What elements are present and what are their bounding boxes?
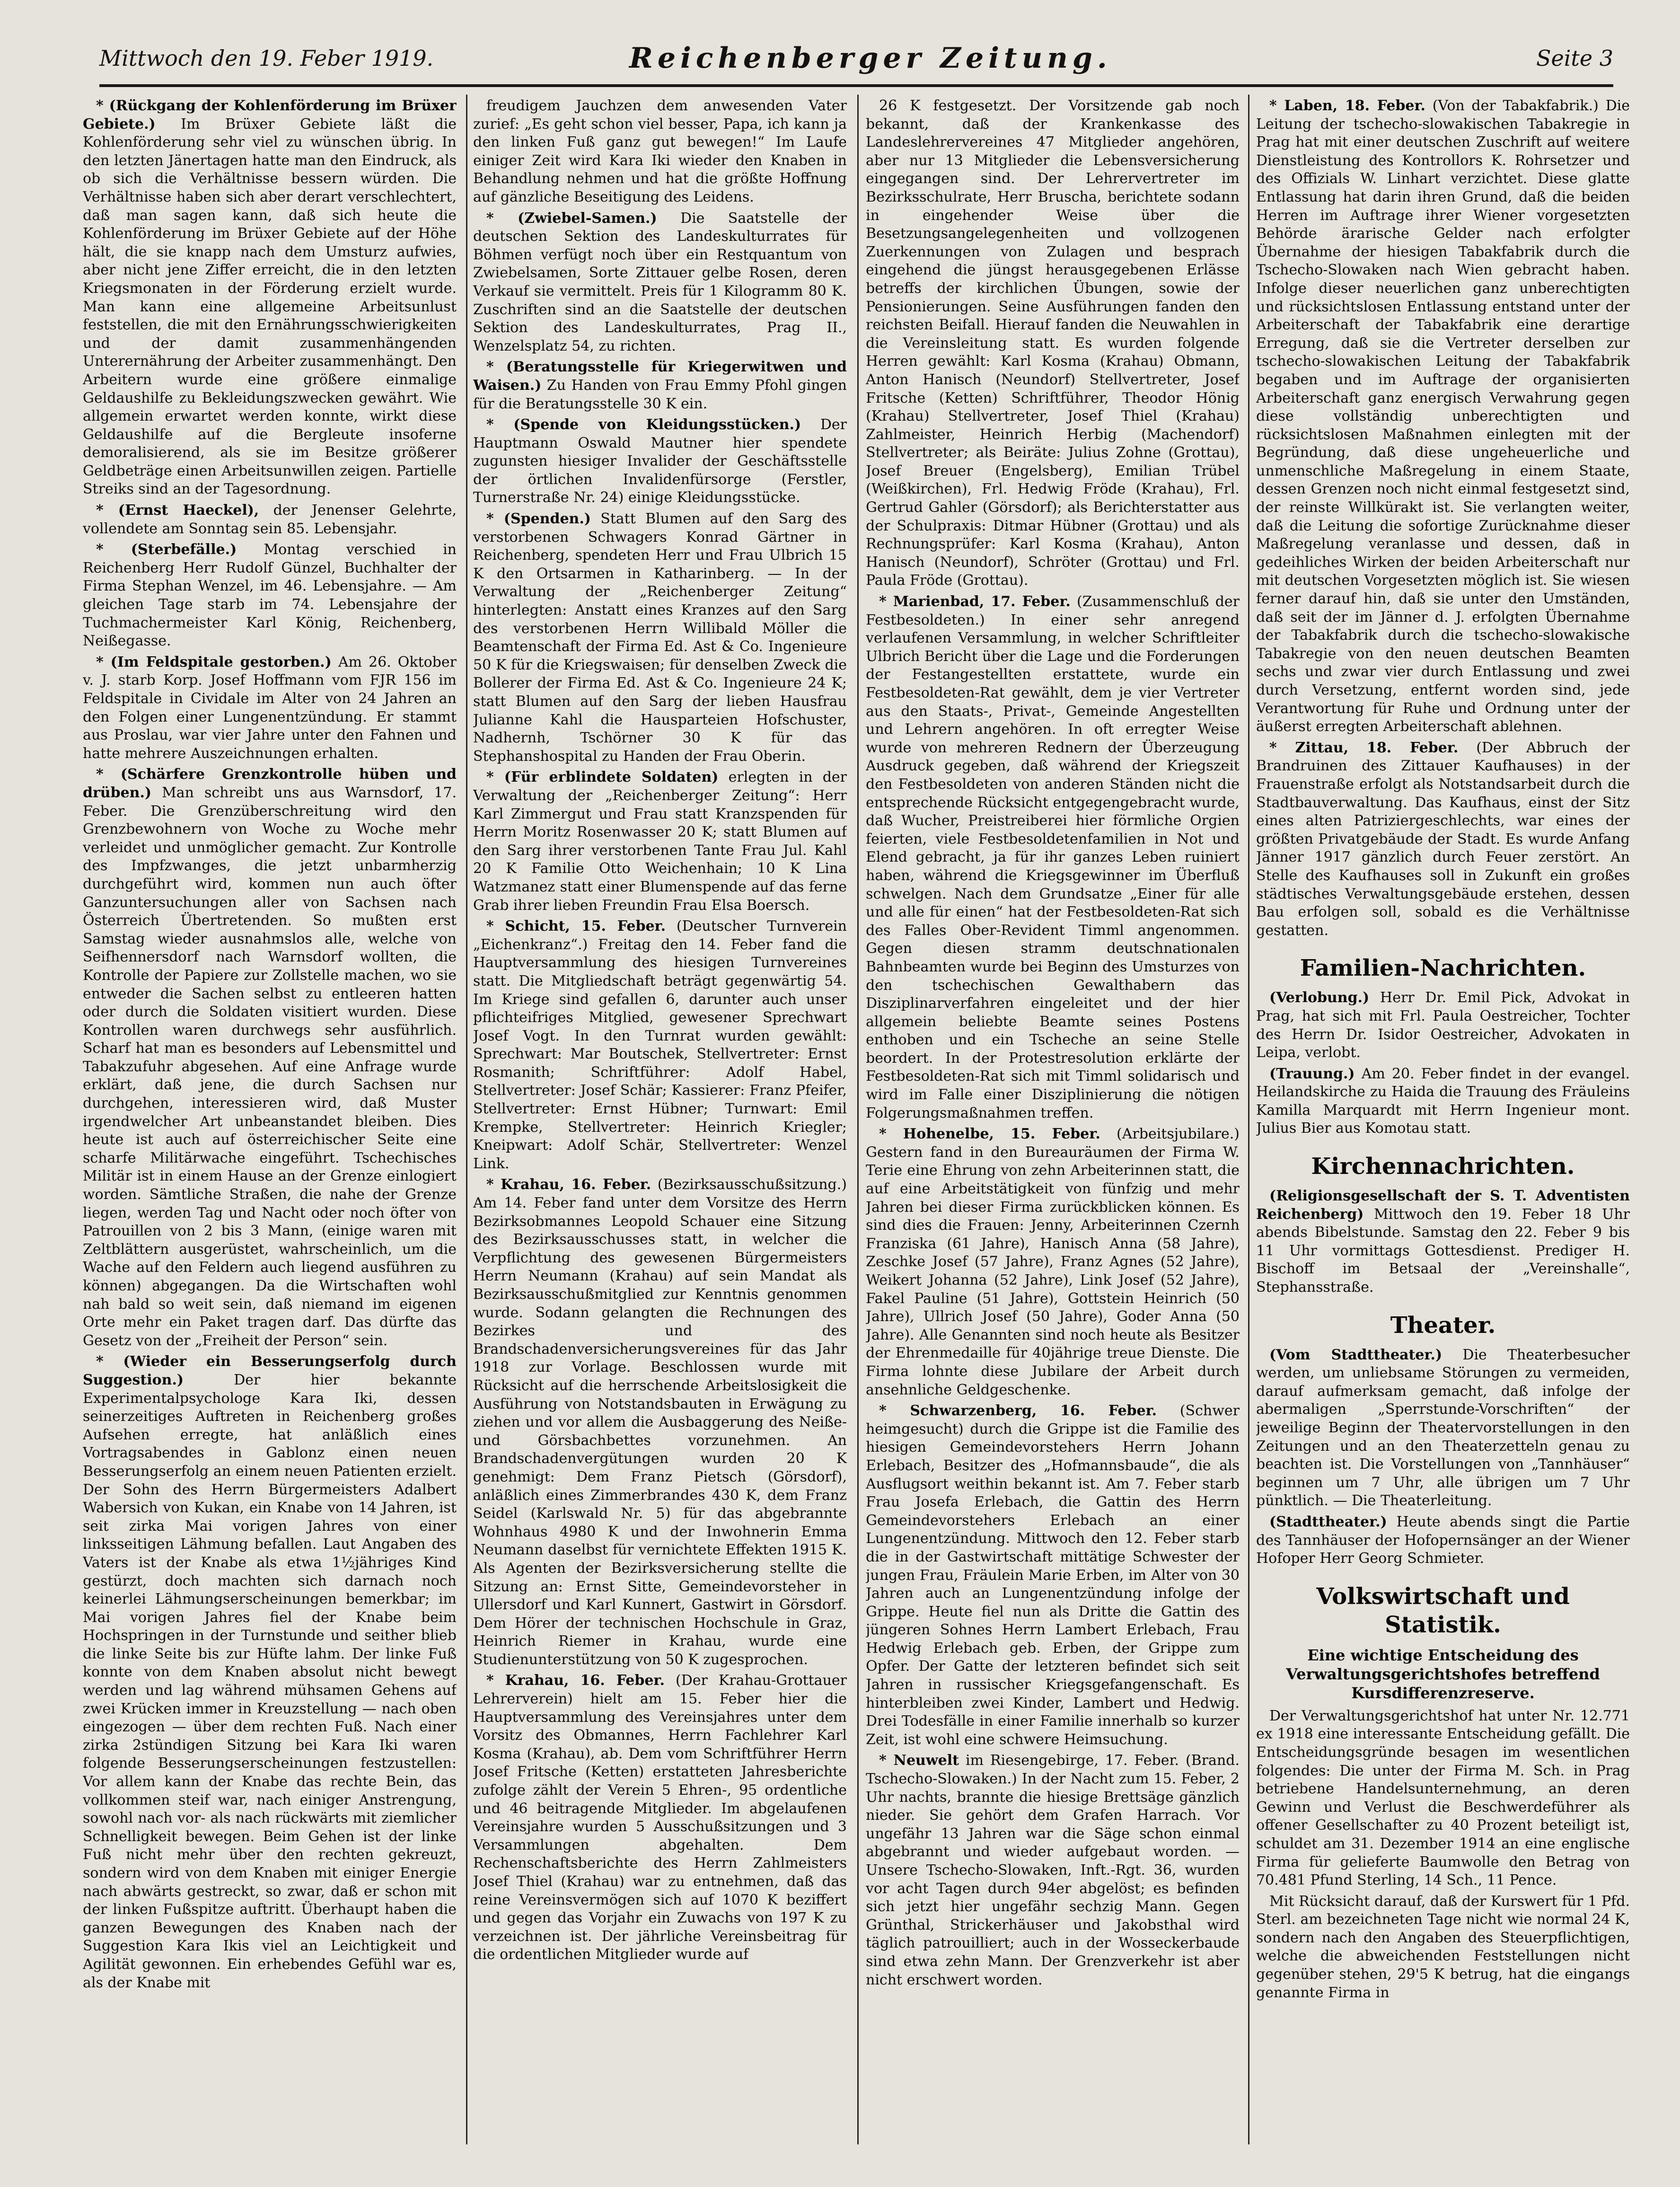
- article-text: Die Saatstelle der deutschen Sektion des Landeskulturrates für Böhmen verfügt noch über ein Restquantum von Zwiebelsamen, Sorte Zittauer gelbe Rosen, deren Verkauf sie vermittelt. Preis für 1 Kilogramm 80 K. Zuschriften sind an die Saatstelle der deutschen Sektion des Landeskulturrates, Prag II., Wenzelsplatz 54, zu richten.: [473, 210, 847, 354]
- article-paragraph: [866, 1752, 1240, 1989]
- article-lead: (Vom Stadttheater.): [1269, 1346, 1443, 1363]
- article-text: freudigem Jauchzen dem anwesenden Vater zurief: „Es geht schon viel besser, Papa, ich kann ja den linken Fuß ganz gut bewegen!“ Im Laufe einiger Zeit wird Kara Iki wieder den Knaben in Behandlung nehmen und hat die größte Hoffnung auf gänzliche Beseitigung des Leidens.: [473, 97, 847, 205]
- article-paragraph: [866, 1402, 1240, 1749]
- article-paragraph: [473, 97, 847, 207]
- article-lead: * (Spenden.): [486, 511, 591, 528]
- article-lead: (Verlobung.): [1269, 989, 1370, 1006]
- article-paragraph: [473, 917, 847, 1173]
- article-lead: * Zittau, 18. Feber.: [1269, 739, 1459, 756]
- article-paragraph: [1256, 1707, 1630, 1890]
- column-2: [473, 97, 847, 2132]
- article-lead: * (Zwiebel-Samen.): [486, 210, 657, 227]
- article-paragraph: [473, 210, 847, 356]
- article-lead: * Krahau, 16. Feber.: [486, 1672, 665, 1689]
- article-paragraph: [473, 1176, 847, 1669]
- page-header: [99, 37, 1613, 87]
- article-text: (Bezirksausschußsitzung.) Am 14. Feber fand unter dem Vorsitze des Herrn Bezirksobmannes Leopold Schauer eine Sitzung des Bezirksausschusses statt, in welcher die Verpflichtung des gewesenen Bürgermeisters Herrn Neumann (Krahau) auf sein Mandat als Bezirksausschußmitglied zur Kenntnis genommen wurde. Sodann gelangten die Rechnungen des Bezirkes und des Brandschadenversicherungsvereines für das Jahr 1918 zur Vorlage. Beschlossen wurde mit Rücksicht auf die herrschende Arbeitslosigkeit die Ausführung von Notstandsbauten in Erwägung zu ziehen und vor allem die Ausbaggerung des Neiße- und Görsbachbettes vorzunehmen. An Brandschadenvergütungen wurden 20 K genehmigt: Dem Franz Pietsch (Görsdorf), anläßlich eines Zimmerbrandes 430 K, dem Franz Seidel (Karlswald Nr. 5) für das abgebrannte Wohnhaus 4980 K und der Inwohnerin Emma Neumann daselbst für vernichtete Effekten 1915 K. Als Agenten der Bezirksversicherung stellte die Sitzung an: Ernst Sitte, Gemeindevorsteher in Ullersdorf und Karl Kunnert, Gastwirt in Görsdorf. Dem Hörer der technischen Hochschule in Graz, Heinrich Riemer in Krahau, wurde eine Studienunterstützung von 50 K zugesprochen.: [473, 1176, 847, 1668]
- article-paragraph: [473, 768, 847, 915]
- article-text: Mit Rücksicht darauf, daß der Kurswert für 1 Pfd. Sterl. am bezeichneten Tage nicht wie normal 24 K, sondern nach den Angaben des Steuerpflichtigen, welche die abweichenden Feststellungen nicht gegenüber stehen, 29'5 K betrug, hat die eingangs genannte Firma in: [1256, 1893, 1630, 2001]
- article-paragraph: [83, 1353, 457, 1992]
- section-heading: Kirchennachrichten.: [1311, 1153, 1575, 1180]
- article-text: (Deutscher Turnverein „Eichenkranz“.) Freitag den 14. Feber fand die Hauptversammlung des hiesigen Turnvereines statt. Die Mitgliedschaft beträgt gegenwärtig 54. Im Kriege sind gefallen 6, darunter auch unser pflichteifriges Mitglied, gewesener Sprechwart Josef Vogt. In den Turnrat wurden gewählt: Sprechwart: Mar Boutschek, Stellvertreter: Ernst Rosmanith; Schriftführer: Adolf Habel, Stellvertreter: Josef Schär; Kassierer: Franz Pfeifer, Stellvertreter: Ernst Hübner; Turnwart: Emil Krempke, Stellvertreter: Heinrich Kriegler; Kneipwart: Adolf Schär, Stellvertreter: Wenzel Link.: [473, 918, 847, 1172]
- article-text: (Der Krahau-Grottauer Lehrerverein) hielt am 15. Feber hier die Hauptversammlung des Vereinsjahres unter dem Vorsitz des Obmannes, Herrn Fachlehrer Karl Kosma (Krahau), ab. Dem vom Schriftführer Herrn Josef Fritsche (Ketten) erstatteten Jahresberichte zufolge zählt der Verein 5 Ehren-, 95 ordentliche und 46 beitragende Mitglieder. Im abgelaufenen Vereinsjahre wurden 5 Ausschußsitzungen und 3 Versammlungen abgehalten. Dem Rechenschaftsberichte des Herrn Zahlmeisters Josef Thiel (Krahau) war zu entnehmen, daß das reine Vereinsvermögen sich auf 1070 K beziffert und gegen das Vorjahr ein Zuwachs von 197 K zu verzeichnen ist. Der jährliche Vereinsbeitrag für die ordentlichen Mitglieder wurde auf: [473, 1672, 847, 1963]
- article-text: Am 20. Feber findet in der evangel. Heilandskirche zu Haida die Trauung des Fräuleins Kamilla Marquardt mit Herrn Ingenieur mont. Julius Bier aus Komotau statt.: [1256, 1065, 1630, 1137]
- article-text: erlegten in der Verwaltung der „Reichenberger Zeitung“: Herr Karl Zimmergut und Frau statt Kranzspenden für Herrn Moritz Rosenwasser 20 K; statt Blumen auf den Sarg ihrer verstorbenen Tante Frau Jul. Kahl 20 K Familie Otto Weichenhain; 10 K Lina Watzmanez statt einer Blumenspende auf das ferne Grab ihrer lieben Freundin Frau Elsa Boersch.: [473, 769, 847, 914]
- article-headline: Eine wichtige Entscheidung des Verwaltungsgerichtshofes betreffend Kursdifferenzreserve.: [1286, 1646, 1600, 1702]
- article-text: Der hier bekannte Experimentalpsychologe Kara Iki, dessen seinerzeitiges Auftreten in Reichenberg großes Aufsehen erregte, hat anläßlich eines Vortragsabendes in Gablonz einen neuen Besserungserfolg an einem neuen Patienten erzielt. Der Sohn des Herrn Bürgermeisters Adalbert Wabersich von Kukan, ein Knabe von 14 Jahren, ist seit zirka Mai vorigen Jahres von einer linksseitigen Lähmung befallen. Laut Angaben des Vaters ist der Knabe als etwa 1½jähriges Kind gestürzt, doch machten sich darnach noch keinerlei Lähmungserscheinungen bemerkbar; im Mai vorigen Jahres fiel der Knabe beim Hochspringen in der Turnstunde und seither blieb die linke Seite bis zur Hüfte lahm. Der linke Fuß konnte von dem Knaben absolut nicht bewegt werden und lag während mühsamen Gehens auf zwei Krücken immer in Kreuzstellung — nach oben eingezogen — über dem rechten Fuß. Nach einer zirka 2stündigen Sitzung bei Kara Iki waren folgende Besserungserscheinungen festzustellen: Vor allem kann der Knabe das rechte Bein, das vollkommen steif war, nach einiger Anstrengung, sowohl nach vor- als nach rückwärts mit ziemlicher Schnelligkeit bewegen. Beim Gehen ist der linke Fuß nicht mehr über den rechten gekreuzt, sondern wird von dem Knaben mit einiger Energie nach abwärts gestreckt, so zwar, daß er schon mit der linken Fußspitze auftritt. Überhaupt haben die ganzen Bewegungen des Knaben nach der Suggestion Kara Ikis viel an Leichtigkeit und Agilität gewonnen. Ein erhebendes Gefühl war es, als der Knabe mit: [83, 1371, 457, 1991]
- column-rule: [857, 95, 859, 2144]
- section-heading: Familien-Nachrichten.: [1300, 955, 1586, 982]
- article-lead: (Religionsgesellschaft der S. T. Adventisten Reichenberg): [1256, 1188, 1630, 1223]
- article-paragraph: [83, 541, 457, 651]
- article-text: Man schreibt uns aus Warnsdorf, 17. Feber. Die Grenzüberschreitung wird den Grenzbewohnern von Woche zu Woche mehr verleidet und unmöglicher gemacht. Zur Kontrolle des Impfzwanges, die jetzt unbarmherzig durchgeführt wird, kommen nun auch öfter Ganzuntersuchungen aller von Sachsen nach Österreich Übertretenden. So mußten erst Samstag wieder ausnahmslos alle, welche von Seifhennersdorf nach Warnsdorf wollten, die Kontrolle der Papiere zur Zollstelle machen, wo sie entweder die Sachen selbst zu entleeren hatten oder durch die Soldaten visitiert wurden. Diese Kontrollen waren durchwegs sehr ausführlich. Scharf hat man es besonders auf Lebensmittel und Tabakzufuhr abgesehen. Auf eine Anfrage wurde erklärt, daß jene, die durch Sachsen nur durchgehen, interessieren wird, daß Muster irgendwelcher Art unbeanstandet bleiben. Dies heute ist auch auf österreichischer Seite eine scharfe Militärwache eingeführt. Tschechisches Militär ist in einem Hause an der Grenze einlogiert worden. Sämtliche Straßen, die nahe der Grenze liegen, werden Tag und Nacht oder noch öfter von Patrouillen von 2 bis 3 Mann, (einige waren mit Zeltblättern ausgerüstet, wahrscheinlich, um die Wache auf den Feldern auch liegend ausführen zu können) abgegangen. Da die Wirtschaften wohl nah bald so weit sein, daß niemand im eigenen Orte mehr ein Paket tragen darf. Das dürfte das Gesetz von der „Freiheit der Person“ sein.: [83, 784, 457, 1349]
- article-paragraph: [1256, 1346, 1630, 1510]
- article-paragraph: [473, 1672, 847, 1964]
- article-text: Heute abends singt die Partie des Tannhäuser der Hofopernsänger an der Wiener Hofoper Herr Georg Schmieter.: [1256, 1513, 1630, 1567]
- article-lead: * (Spende von Kleidungsstücken.): [486, 416, 801, 433]
- article-paragraph: [1256, 1513, 1630, 1568]
- article-lead: * Neuwelt: [879, 1752, 959, 1769]
- article-paragraph: [83, 653, 457, 763]
- article-paragraph: [1256, 97, 1630, 736]
- article-lead: * (Wieder ein Besserungserfolg durch Suggestion.): [83, 1353, 457, 1388]
- article-paragraph: [866, 593, 1240, 1122]
- article-paragraph: [866, 1125, 1240, 1399]
- article-lead: * (Sterbefälle.): [96, 541, 237, 558]
- article-lead: (Stadttheater.): [1269, 1513, 1387, 1530]
- article-paragraph: [866, 97, 1240, 590]
- article-text: Am 26. Oktober v. J. starb Korp. Josef Hoffmann vom FJR 156 im Feldspitale in Cividale im Alter von 24 Jahren an den Folgen einer Lungenentzündung. Er stammt aus Proslau, war vier Jahre unter den Fahnen und hatte mehrere Auszeichnungen erhalten.: [83, 653, 457, 762]
- column-4: [1256, 97, 1630, 2132]
- article-lead: * (Ernst Haeckel),: [96, 502, 259, 519]
- article-lead: * (Beratungsstelle für Kriegerwitwen und Waisen.): [473, 359, 847, 394]
- article-lead: * Krahau, 16. Feber.: [486, 1176, 651, 1193]
- article-lead: * Marienbad, 17. Feber.: [879, 593, 1071, 610]
- article-paragraph: [1256, 989, 1630, 1062]
- article-lead: * (Für erblindete Soldaten): [486, 769, 719, 786]
- article-lead: * Schicht, 15. Feber.: [486, 918, 666, 935]
- article-paragraph: [83, 97, 457, 499]
- article-lead: (Trauung.): [1269, 1065, 1355, 1082]
- article-text: Die Theaterbesucher werden, um unliebsame Störungen zu vermeiden, darauf aufmerksam gemacht, daß infolge der abermaligen „Sperrstunde-Vorschriften“ der jeweilige Beginn der Theatervorstellungen in den Zeitungen und an den Theaterzetteln genau zu beachten ist. Die Vorstellungen von „Tannhäuser“ beginnen um 7 Uhr, alle übrigen um 7 Uhr pünktlich. — Die Theaterleitung.: [1256, 1346, 1630, 1509]
- article-paragraph: [83, 502, 457, 538]
- article-text: (Arbeitsjubilare.) Gestern fand in den Bureauräumen der Firma W. Terie eine Ehrung von zehn Arbeiterinnen statt, die auf eine Arbeitstätigkeit von fünfzig und mehr Jahren bei dieser Firma zurückblicken können. Es sind dies die Frauen: Jenny, Arbeiterinnen Czernh Franziska (61 Jahre), Hanisch Anna (58 Jahre), Zeschke Josef (57 Jahre), Franz Agnes (52 Jahre), Weikert Johanna (52 Jahre), Link Josef (52 Jahre), Fakel Pauline (51 Jahre), Gottstein Heinrich (50 Jahre), Ullrich Josef (50 Jahre), Goder Anna (50 Jahre). Alle Genannten sind noch heute als Besitzer der Ehrenmedaille für 40jährige treue Dienste. Die Firma lohnte diese Jubilare der Arbeit durch ansehnliche Geldgeschenke.: [866, 1126, 1240, 1398]
- newspaper-title: Reichenberger Zeitung.: [629, 42, 1112, 75]
- article-text: (Der Abbruch der Brandruinen des Zittauer Kaufhauses) in der Frauenstraße erfolgt als Notstandsarbeit durch die Stadtbauverwaltung. Das Kaufhaus, einst der Sitz eines alten Patriziergeschlechts, war eines der größten Privatgebäude der Stadt. Es wurde Anfang Jänner 1917 gänzlich durch Feuer zerstört. An Stelle des Kaufhauses soll in Zukunft ein großes städtisches Verwaltungsgebäude erstehen, dessen Bau erfolgen soll, sobald es die Verhältnisse gestatten.: [1256, 739, 1630, 939]
- column-rule: [1248, 95, 1249, 2144]
- article-text: Statt Blumen auf den Sarg des verstorbenen Schwagers Konrad Gärtner in Reichenberg, spendeten Herr und Frau Ulbrich 15 K den Ortsarmen in Katharinberg. — In der Verwaltung der „Reichenberger Zeitung“ hinterlegten: Anstatt eines Kranzes auf den Sarg des verstorbenen Herrn Willibald Möller die Beamtenschaft der Firma Ed. Ast & Co. Ingenieure 50 K für die Kriegswaisen; für denselben Zweck die Bollerer der Firma Ed. Ast & Co. Ingenieure 24 K; statt Blumen auf den Sarg der lieben Hausfrau Julianne Kahl die Hausparteien Hofschuster, Nadhernh, Tschörner 30 K für das Stephanshospital zu Handen der Frau Oberin.: [473, 511, 847, 765]
- article-text: Der Verwaltungsgerichtshof hat unter Nr. 12.771 ex 1918 eine interessante Entscheidung gefällt. Die Entscheidungsgründe besagen im wesentlichen folgendes: Die unter der Firma M. Sch. in Prag betriebene Handelsunternehmung, an deren Gewinn und Verlust die Beschwerdeführer als offener Gesellschafter zu 40 Prozent beteiligt ist, schuldet am 31. Dezember 1914 an eine englische Firma für gelieferte Baumwolle den Betrag von 70.481 Pfund Sterling, 14 Sch., 11 Pence.: [1256, 1707, 1630, 1889]
- article-lead: * (Im Feldspitale gestorben.): [96, 653, 332, 670]
- section-heading: Theater.: [1390, 1312, 1496, 1339]
- article-paragraph: [1256, 739, 1630, 940]
- article-text: im Riesengebirge, 17. Feber. (Brand. Tschecho-Slowaken.) In der Nacht zum 15. Feber, 2 Uhr nachts, brannte die hiesige Brettsäge gänzlich nieder. Sie gehört dem Grafen Harrach. Vor ungefähr 13 Jahren war die Säge schon einmal abgebrannt und wieder aufgebaut worden. — Unsere Tschecho-Slowaken, Inft.-Rgt. 36, wurden vor acht Tagen durch 94er abgelöst; es befinden sich jetzt hier ungefähr sechzig Mann. Gegen Grünthal, Strickerhäuser und Jakobsthal wird täglich patrouilliert; auch in der Wosseckerbaude sind etwa zehn Mann. Der Grenzverkehr ist aber nicht erschwert worden.: [866, 1752, 1240, 1988]
- article-paragraph: [473, 416, 847, 507]
- article-text: Der Hauptmann Oswald Mautner hier spendete zugunsten hiesiger Invalider der Geschäftsstelle der örtlichen Invalidenfürsorge (Ferstler, Turnerstraße Nr. 24) einige Kleidungsstücke.: [473, 416, 847, 506]
- article-text: (Zusammenschluß der Festbesoldeten.) In einer sehr anregend verlaufenen Versammlung, in welcher Schriftleiter Ulbrich Bericht über die Lage und die Forderungen der Festangestellten erstattete, wurde ein Festbesoldeten-Rat gewählt, dem je vier Vertreter aus den Staats-, Privat-, Gemeinde Angestellten und Lehrern angehören. In oft erregter Weise wurde von mehreren Rednern der Überzeugung Ausdruck gegeben, daß während der Kriegszeit den Festbesoldeten von anderen Ständen nicht die entsprechende Rücksicht entgegengebracht wurde, daß Wucher, Preistreiberei hier förmliche Orgien feierten, viele Festbesoldetenfamilien in Not und Elend gebracht, ja für ihr ganzes Leben ruiniert haben, während die Kriegsgewinner im Überfluß schwelgen. Nach dem Grundsatze „Einer für alle und alle für einen“ hat der Festbesoldeten-Rat sich des Falles Ober-Revident Timml angenommen. Gegen diesen stramm deutschnationalen Bahnbeamten wurde bei Beginn des Umsturzes von den tschechischen Gewalthabern das Disziplinarverfahren eingeleitet und der hier allgemein beliebte Beamte seines Postens enthoben und ein Tscheche an seine Stelle beordert. In der Protestresolution erklärte der Festbesoldeten-Rat sich mit Timml solidarisch und wird im Falle einer Disziplinierung die nötigen Folgerungsmaßnahmen treffen.: [866, 593, 1240, 1121]
- page-number: Seite 3: [1536, 45, 1613, 71]
- article-text: Montag verschied in Reichenberg Herr Rudolf Günzel, Buchhalter der Firma Stephan Wenzel, im 46. Lebensjahre. — Am gleichen Tage starb im 74. Lebensjahre der Tuchmachermeister Karl König, Reichenberg, Neißegasse.: [83, 541, 457, 650]
- column-3: [866, 97, 1240, 2132]
- article-paragraph: [1256, 1065, 1630, 1138]
- article-lead: * (Rückgang der Kohlenförderung im Brüxer Gebiete.): [83, 97, 457, 132]
- article-lead: * Hohenelbe, 15. Feber.: [879, 1126, 1100, 1143]
- article-text: Zu Handen von Frau Emmy Pfohl gingen für die Beratungsstelle 30 K ein.: [473, 377, 847, 412]
- article-paragraph: [1256, 1893, 1630, 2002]
- article-text: Herr Dr. Emil Pick, Advokat in Prag, hat sich mit Frl. Paula Oestreicher, Tochter des Herrn Dr. Isidor Oestreicher, Advokaten in Leipa, verlobt.: [1256, 989, 1630, 1061]
- article-text: Im Brüxer Gebiete läßt die Kohlenförderung sehr viel zu wünschen übrig. In den letzten Jänertagen hatte man den Eindruck, als ob sich die Verhältnisse bessern würden. Die Verhältnisse haben sich aber derart verschlechtert, daß man sagen kann, daß sich heute die Kohlenförderung im Brüxer Gebiete auf der Höhe hält, die sie knapp nach dem Umsturz aufwies, aber nicht jene Ziffer erreicht, die in den letzten Kriegsmonaten in der Förderung erzielt wurde. Man kann eine allgemeine Arbeitsunlust feststellen, die mit den Ernährungsschwierigkeiten und der damit zusammenhängenden Unterernährung der Arbeiter zusammenhängt. Den Arbeitern wurde eine größere einmalige Geldaushilfe zu Bekleidungszwecken gewährt. Wie allgemein erwartet werden konnte, wirkt diese Geldaushilfe auf die Bergleute insoferne demoralisierend, als sie im Besitze größerer Geldbeträge einen Arbeitsunwillen zeigen. Partielle Streiks sind an der Tagesordnung.: [83, 115, 457, 498]
- article-text: (Schwer heimgesucht) durch die Grippe ist die Familie des hiesigen Gemeindevorstehers Herrn Johann Erlebach, Besitzer des „Hofmannsbaude“, die als Ausflugsort weithin bekannt ist. Am 7. Feber starb Frau Josefa Erlebach, die Gattin des Herrn Gemeindevorstehers Erlebach an einer Lungenentzündung. Mittwoch den 12. Feber starb die in der Gastwirtschaft mittätige Schwester der jungen Frau, Fräulein Marie Erben, im Alter von 30 Jahren auch an Lungenentzündung infolge der Grippe. Heute fiel nun als Dritte die Gattin des jüngeren Sohnes Herrn Lambert Erlebach, Frau Hedwig Erlebach geb. Erben, der Grippe zum Opfer. Der Gatte der letzteren befindet sich seit Jahren in russischer Kriegsgefangenschaft. Es hinterbleiben zwei Kinder, Lambert und Hedwig. Drei Todesfälle in einer Familie innerhalb so kurzer Zeit, ist wohl eine schwere Heimsuchung.: [866, 1402, 1240, 1748]
- article-text: Mittwoch den 19. Feber 18 Uhr abends Bibelstunde. Samstag den 22. Feber 9 bis 11 Uhr vormittags Gottesdienst. Prediger H. Bischoff im Betsaal der „Vereinshalle“, Stephansstraße.: [1256, 1206, 1630, 1296]
- article-paragraph: [473, 510, 847, 766]
- article-text: der Jenenser Gelehrte, vollendete am Sonntag sein 85. Lebensjahr.: [83, 502, 457, 537]
- article-lead: * (Schärfere Grenzkontrolle hüben und drüben.): [83, 766, 457, 801]
- article-paragraph: [473, 358, 847, 413]
- column-1: [83, 97, 457, 2132]
- section-heading: Volkswirtschaft und Statistik.: [1316, 1583, 1570, 1638]
- article-paragraph: [1256, 1187, 1630, 1297]
- article-paragraph: [83, 766, 457, 1350]
- article-lead: * Schwarzenberg, 16. Feber.: [879, 1402, 1157, 1420]
- article-lead: * Laben, 18. Feber.: [1269, 97, 1425, 114]
- article-text: (Von der Tabakfabrik.) Die Leitung der tschecho-slowakischen Tabakregie in Prag hat mit einer deutschen Zuschrift auf weitere Dienstleistung des Kontrollors K. Rohrsetzer und des Offizials W. Linhart verzichtet. Diese glatte Entlassung hat darin ihren Grund, daß die beiden Herren im Auftrage ihrer Wiener vorgesetzten Behörde ärarische Gelder nach erfolgter Übernahme der hiesigen Tabakfabrik durch die Tschecho-Slowaken nach Wien gebracht haben. Infolge dieser neuerlichen ganz unberechtigten und rücksichtslosen Entlassung entstand unter der Arbeiterschaft der Tabakfabrik eine derartige Erregung, daß sie die Vertreter derselben zur tschecho-slowakischen Leitung der Tabakfabrik begaben und im Auftrage der organisierten Arbeiterschaft ganz energisch Verwahrung gegen diese vollständig unberechtigten und rücksichtslosen Maßnahmen einlegten mit der Begründung, daß diese ungeheuerliche und unmenschliche Maßregelung in einem Staate, dessen Grenzen noch nicht einmal festgesetzt sind, der reinste Willkürakt ist. Sie verlangten weiter, daß die Leitung die sofortige Zurücknahme dieser Maßregelung veranlasse und dessen, daß in gedeihliches Wirken der beiden Arbeiterschaft nur mit deutschen Vorgesetzten möglich ist. Sie wiesen ferner darauf hin, daß sie unter den Umständen, daß seit der im Jänner d. J. erfolgten Übernahme der Tabakfabrik durch die tschecho-slowakische Tabakregie von den neuen deutschen Beamten sechs und zwar vier durch Entlassung und zwei durch Versetzung, entfernt worden sind, jede Verantwortung für Ruhe und Ordnung unter der äußerst erregten Arbeiterschaft ablehnen.: [1256, 97, 1630, 735]
- article-text: 26 K festgesetzt. Der Vorsitzende gab noch bekannt, daß der Krankenkasse des Landeslehrervereines 47 Mitglieder angehören, aber nur 13 Mitglieder die Lebensversicherung eingegangen sind. Der Lehrervertreter im Bezirksschulrate, Herr Bruscha, berichtete sodann in eingehender Weise über die Besetzungsangelegenheiten und vollzogenen Zuerkennungen von Zulagen und besprach eingehend die jüngst herausgegebenen Erlässe betreffs der kirchlichen Übungen, sowie der Pensionierungen. Seine Ausführungen fanden den reichsten Beifall. Hierauf fanden die Neuwahlen in die Vereinsleitung statt. Es wurden folgende Herren gewählt: Karl Kosma (Krahau) Obmann, Anton Hanisch (Neundorf) Stellvertreter, Josef Fritsche (Ketten) Schriftführer, Theodor Hönig (Krahau) Stellvertreter, Josef Thiel (Krahau) Zahlmeister, Heinrich Herbig (Machendorf) Stellvertreter; als Beiräte: Julius Zohne (Grottau), Josef Breuer (Engelsberg), Emilian Trübel (Weißkirchen), Frl. Hedwig Fröde (Krahau), Frl. Gertrud Gahler (Görsdorf); als Berichterstatter aus der Schulpraxis: Ditmar Hübner (Grottau) und als Rechnungsprüfer: Karl Kosma (Krahau), Anton Hanisch (Neundorf), Schröter (Grottau) und Frl. Paula Fröde (Grottau).: [866, 97, 1240, 589]
- issue-date: Mittwoch den 19. Feber 1919.: [99, 45, 434, 71]
- column-rule: [466, 95, 467, 2144]
